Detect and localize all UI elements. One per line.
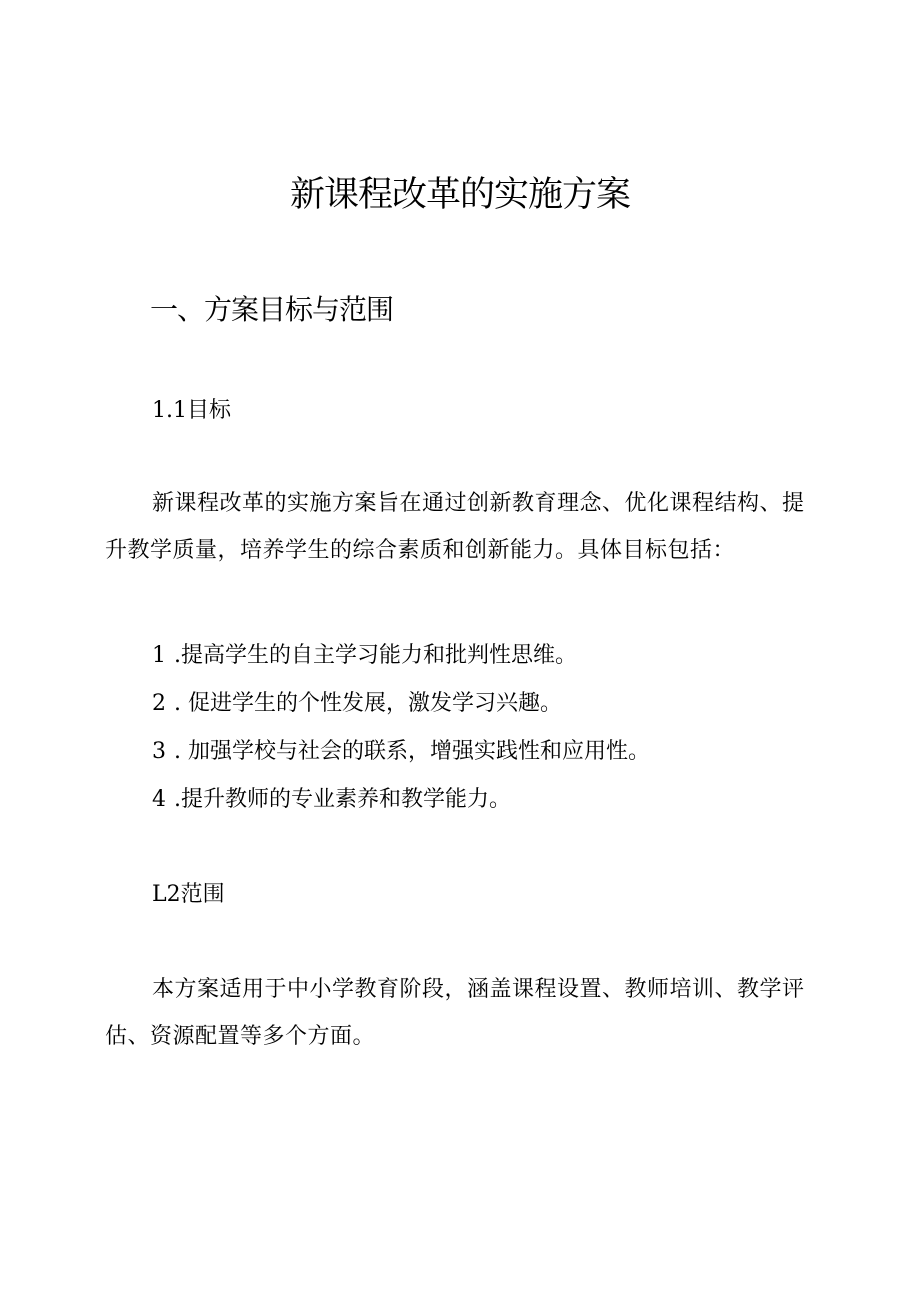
subsection-heading-goals: 1.1目标 xyxy=(152,398,231,423)
document-title: 新课程改革的实施方案 xyxy=(289,175,630,215)
scope-paragraph: 本方案适用于中小学教育阶段，涵盖课程设置、教师培训、教学评估、资源配置等多个方面。 xyxy=(105,977,805,1049)
section-heading: 一、方案目标与范围 xyxy=(150,293,394,326)
list-item-number: 1 xyxy=(152,643,166,668)
list-item-number: 2 xyxy=(152,691,166,716)
list-item xyxy=(152,728,650,776)
list-item xyxy=(152,680,650,728)
list-item-number: 4 xyxy=(152,787,166,812)
list-item-text: . 加强学校与社会的联系，增强实践性和应用性。 xyxy=(174,739,650,764)
list-item xyxy=(152,776,650,824)
list-item-number: 3 xyxy=(152,739,166,764)
subsection-heading-scope: L2范围 xyxy=(152,882,225,907)
goals-list xyxy=(152,632,650,824)
list-item-text: .提高学生的自主学习能力和批判性思维。 xyxy=(174,643,577,668)
list-item-text: . 促进学生的个性发展，激发学习兴趣。 xyxy=(174,691,562,716)
goals-paragraph: 新课程改革的实施方案旨在通过创新教育理念、优化课程结构、提升教学质量，培养学生的综合素质和创新能力。具体目标包括： xyxy=(105,491,805,563)
list-item xyxy=(152,632,650,680)
list-item-text: .提升教师的专业素养和教学能力。 xyxy=(174,787,511,812)
